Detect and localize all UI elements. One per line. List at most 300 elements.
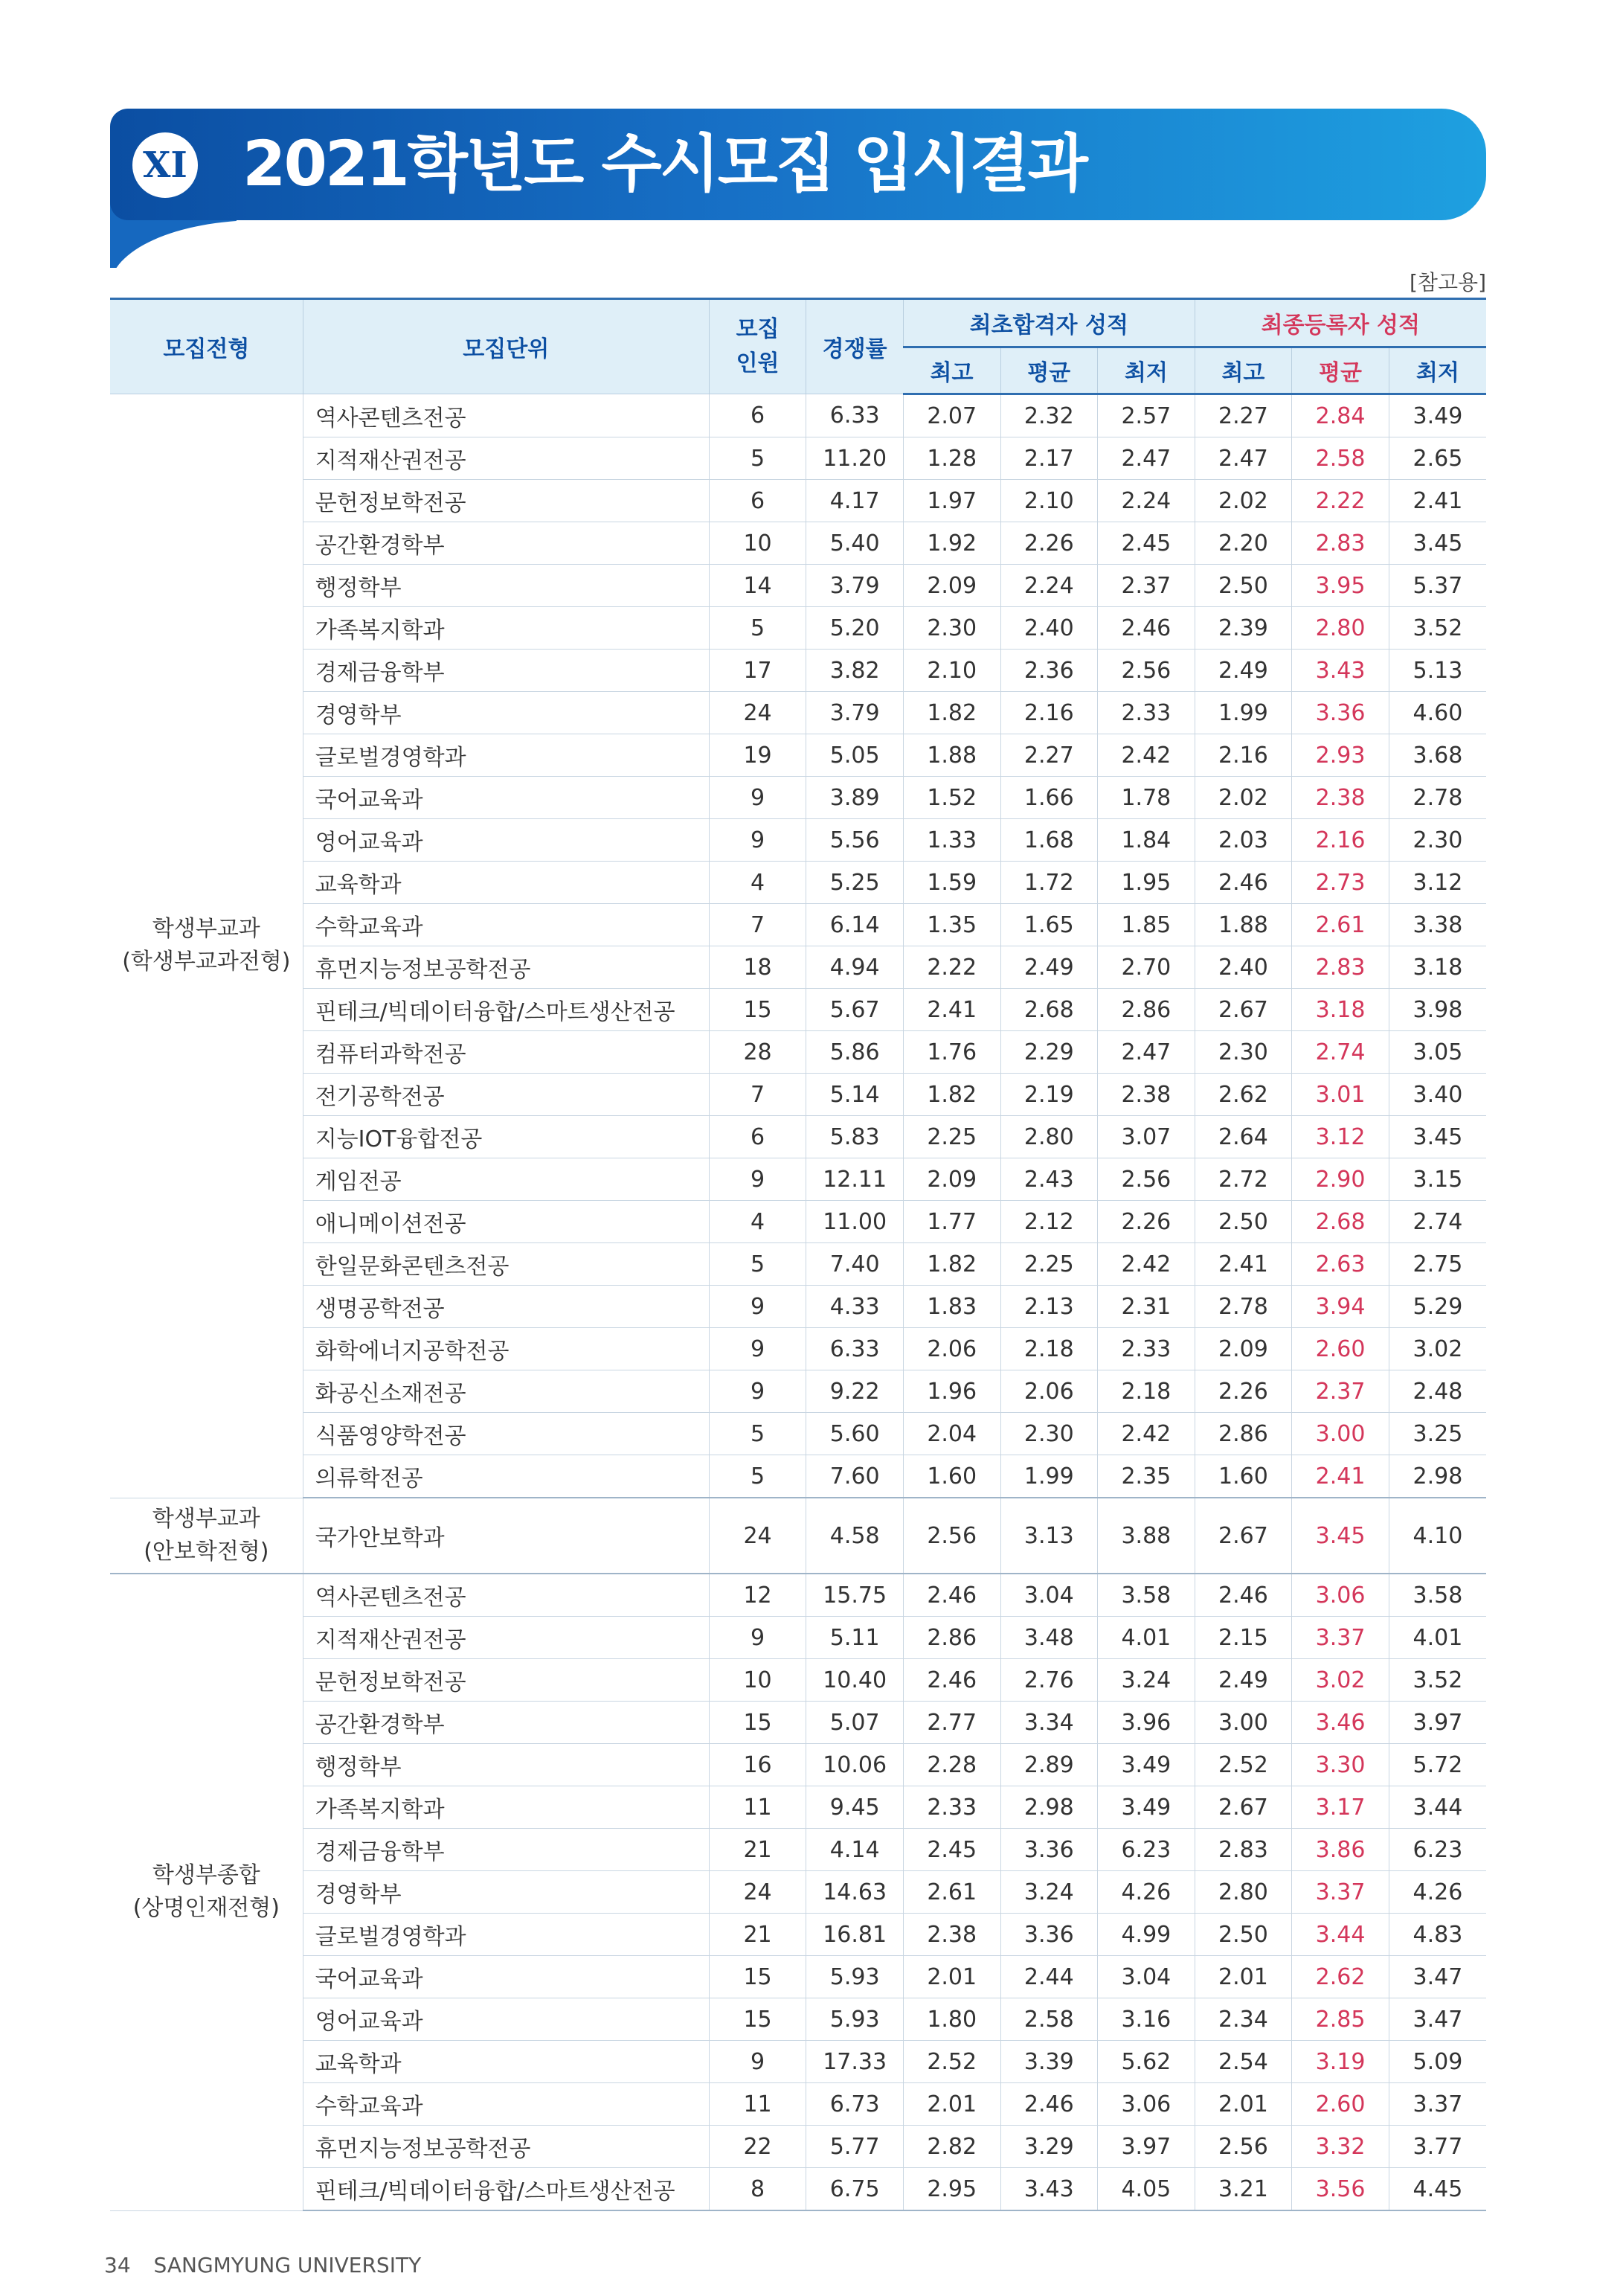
- first-avg-cell: 2.49: [1000, 946, 1098, 989]
- ratio-cell: 6.75: [806, 2168, 904, 2211]
- final-high-cell: 2.34: [1195, 1998, 1292, 2041]
- quota-cell: 5: [709, 1455, 806, 1498]
- table-row: [110, 946, 1486, 989]
- first-avg-cell: 2.27: [1000, 734, 1098, 777]
- first-avg-cell: 2.98: [1000, 1786, 1098, 1829]
- final-low-cell: 3.45: [1389, 522, 1486, 565]
- final-low-cell: 3.97: [1389, 1702, 1486, 1744]
- final-avg-cell: 3.44: [1292, 1914, 1389, 1956]
- ratio-cell: 4.17: [806, 480, 904, 522]
- final-high-header: 최고: [1195, 347, 1292, 394]
- final-low-cell: 3.38: [1389, 904, 1486, 946]
- first-high-cell: 1.82: [903, 1074, 1000, 1116]
- ratio-cell: 4.94: [806, 946, 904, 989]
- quota-cell: 6: [709, 394, 806, 437]
- unit-cell: 행정학부: [303, 565, 709, 607]
- final-high-cell: 2.78: [1195, 1286, 1292, 1328]
- first-avg-cell: 2.12: [1000, 1201, 1098, 1243]
- quota-cell: 22: [709, 2126, 806, 2168]
- first-low-cell: 2.57: [1098, 394, 1195, 437]
- final-avg-cell: 3.00: [1292, 1413, 1389, 1455]
- quota-cell: 15: [709, 989, 806, 1031]
- first-high-cell: 2.10: [903, 650, 1000, 692]
- first-avg-cell: 2.76: [1000, 1659, 1098, 1702]
- first-low-cell: 2.31: [1098, 1286, 1195, 1328]
- final-high-cell: 2.01: [1195, 2083, 1292, 2126]
- final-low-cell: 2.48: [1389, 1370, 1486, 1413]
- final-high-cell: 2.02: [1195, 777, 1292, 819]
- table-row: [110, 819, 1486, 862]
- unit-cell: 핀테크/빅데이터융합/스마트생산전공: [303, 2168, 709, 2211]
- final-avg-cell: 2.62: [1292, 1956, 1389, 1998]
- unit-cell: 가족복지학과: [303, 607, 709, 650]
- final-low-cell: 4.10: [1389, 1498, 1486, 1574]
- final-avg-cell: 2.60: [1292, 1328, 1389, 1370]
- final-high-cell: 2.46: [1195, 862, 1292, 904]
- first-low-cell: 4.26: [1098, 1871, 1195, 1914]
- final-avg-cell: 3.12: [1292, 1116, 1389, 1158]
- unit-cell: 의류학전공: [303, 1455, 709, 1498]
- first-avg-cell: 2.68: [1000, 989, 1098, 1031]
- final-avg-cell: 3.06: [1292, 1574, 1389, 1617]
- first-low-cell: 3.49: [1098, 1744, 1195, 1786]
- unit-cell: 생명공학전공: [303, 1286, 709, 1328]
- first-high-cell: 2.45: [903, 1829, 1000, 1871]
- unit-cell: 한일문화콘텐츠전공: [303, 1243, 709, 1286]
- page-title: 2021학년도 수시모집 입시결과: [242, 127, 1086, 200]
- final-high-cell: 2.01: [1195, 1956, 1292, 1998]
- final-low-cell: 2.30: [1389, 819, 1486, 862]
- unit-cell: 역사콘텐츠전공: [303, 394, 709, 437]
- admission-type-subname: (상명인재전형): [132, 1895, 280, 1922]
- ratio-cell: 15.75: [806, 1574, 904, 1617]
- ratio-cell: 5.05: [806, 734, 904, 777]
- group-final-header: 최종등록자 성적: [1195, 299, 1486, 347]
- quota-cell: 9: [709, 777, 806, 819]
- final-avg-cell: 2.90: [1292, 1158, 1389, 1201]
- first-high-cell: 1.28: [903, 437, 1000, 480]
- first-high-cell: 1.33: [903, 819, 1000, 862]
- ratio-cell: 6.33: [806, 394, 904, 437]
- final-low-cell: 3.77: [1389, 2126, 1486, 2168]
- table-row: [110, 1829, 1486, 1871]
- final-low-cell: 4.26: [1389, 1871, 1486, 1914]
- table-row: [110, 2168, 1486, 2211]
- final-low-cell: 3.98: [1389, 989, 1486, 1031]
- final-avg-cell: 3.30: [1292, 1744, 1389, 1786]
- ratio-cell: 10.40: [806, 1659, 904, 1702]
- table-row: [110, 437, 1486, 480]
- quota-cell: 24: [709, 1871, 806, 1914]
- final-high-cell: 2.52: [1195, 1744, 1292, 1786]
- final-low-cell: 2.65: [1389, 437, 1486, 480]
- final-avg-cell: 3.56: [1292, 2168, 1389, 2211]
- first-high-cell: 2.82: [903, 2126, 1000, 2168]
- final-low-cell: 3.68: [1389, 734, 1486, 777]
- table-row: [110, 1744, 1486, 1786]
- first-avg-cell: 2.89: [1000, 1744, 1098, 1786]
- quota-cell: 10: [709, 522, 806, 565]
- table-row: [110, 904, 1486, 946]
- first-low-cell: 2.45: [1098, 522, 1195, 565]
- final-low-cell: 3.15: [1389, 1158, 1486, 1201]
- unit-cell: 글로벌경영학과: [303, 1914, 709, 1956]
- first-high-cell: 2.33: [903, 1786, 1000, 1829]
- first-low-cell: 2.42: [1098, 1413, 1195, 1455]
- quota-cell: 5: [709, 1243, 806, 1286]
- unit-cell: 지적재산권전공: [303, 1617, 709, 1659]
- quota-cell: 5: [709, 607, 806, 650]
- table-row: [110, 2083, 1486, 2126]
- first-low-cell: 2.35: [1098, 1455, 1195, 1498]
- quota-cell: 10: [709, 1659, 806, 1702]
- quota-cell: 12: [709, 1574, 806, 1617]
- table-row: [110, 1328, 1486, 1370]
- final-low-cell: 2.78: [1389, 777, 1486, 819]
- table-row: [110, 565, 1486, 607]
- first-avg-cell: 3.39: [1000, 2041, 1098, 2083]
- ratio-cell: 14.63: [806, 1871, 904, 1914]
- first-high-cell: 2.46: [903, 1659, 1000, 1702]
- final-avg-cell: 3.19: [1292, 2041, 1389, 2083]
- final-low-cell: 2.75: [1389, 1243, 1486, 1286]
- final-low-cell: 3.25: [1389, 1413, 1486, 1455]
- final-low-cell: 6.23: [1389, 1829, 1486, 1871]
- first-high-cell: 2.41: [903, 989, 1000, 1031]
- unit-cell: 게임전공: [303, 1158, 709, 1201]
- quota-cell: 7: [709, 1074, 806, 1116]
- col-unit-header: 모집단위: [303, 299, 709, 394]
- final-low-cell: 3.12: [1389, 862, 1486, 904]
- first-high-cell: 2.61: [903, 1871, 1000, 1914]
- final-high-cell: 2.27: [1195, 394, 1292, 437]
- final-high-cell: 3.21: [1195, 2168, 1292, 2211]
- unit-cell: 국어교육과: [303, 1956, 709, 1998]
- quota-cell: 9: [709, 1286, 806, 1328]
- unit-cell: 국어교육과: [303, 777, 709, 819]
- final-high-cell: 2.16: [1195, 734, 1292, 777]
- first-high-cell: 1.60: [903, 1455, 1000, 1498]
- table-body: [110, 394, 1486, 2211]
- first-low-cell: 1.95: [1098, 862, 1195, 904]
- final-low-cell: 3.58: [1389, 1574, 1486, 1617]
- final-low-cell: 4.01: [1389, 1617, 1486, 1659]
- final-low-cell: 4.45: [1389, 2168, 1486, 2211]
- unit-cell: 가족복지학과: [303, 1786, 709, 1829]
- first-avg-cell: 3.29: [1000, 2126, 1098, 2168]
- final-high-cell: 2.50: [1195, 565, 1292, 607]
- final-low-cell: 3.37: [1389, 2083, 1486, 2126]
- ratio-cell: 9.22: [806, 1370, 904, 1413]
- ratio-cell: 3.79: [806, 565, 904, 607]
- unit-cell: 교육학과: [303, 862, 709, 904]
- page-number: 34: [104, 2253, 131, 2277]
- first-avg-cell: 1.65: [1000, 904, 1098, 946]
- quota-cell: 9: [709, 2041, 806, 2083]
- table-row: [110, 734, 1486, 777]
- final-high-cell: 2.02: [1195, 480, 1292, 522]
- final-avg-cell: 2.16: [1292, 819, 1389, 862]
- final-avg-cell: 3.32: [1292, 2126, 1389, 2168]
- first-high-cell: 2.04: [903, 1413, 1000, 1455]
- first-high-cell: 2.01: [903, 2083, 1000, 2126]
- first-low-cell: 3.04: [1098, 1956, 1195, 1998]
- unit-cell: 컴퓨터과학전공: [303, 1031, 709, 1074]
- first-low-cell: 2.46: [1098, 607, 1195, 650]
- first-low-cell: 3.88: [1098, 1498, 1195, 1574]
- first-low-cell: 5.62: [1098, 2041, 1195, 2083]
- first-high-cell: 2.25: [903, 1116, 1000, 1158]
- quota-cell: 6: [709, 1116, 806, 1158]
- unit-cell: 애니메이션전공: [303, 1201, 709, 1243]
- first-avg-cell: 2.06: [1000, 1370, 1098, 1413]
- ratio-cell: 5.67: [806, 989, 904, 1031]
- final-avg-cell: 2.93: [1292, 734, 1389, 777]
- first-low-cell: 1.78: [1098, 777, 1195, 819]
- final-avg-cell: 2.84: [1292, 394, 1389, 437]
- table-row: [110, 607, 1486, 650]
- first-low-cell: 3.24: [1098, 1659, 1195, 1702]
- unit-cell: 글로벌경영학과: [303, 734, 709, 777]
- col-quota-label: 모집 인원: [736, 316, 780, 376]
- final-low-cell: 3.52: [1389, 1659, 1486, 1702]
- table-row: [110, 394, 1486, 437]
- first-high-cell: 2.95: [903, 2168, 1000, 2211]
- admission-type-name: 학생부교과: [152, 916, 260, 943]
- first-low-cell: 3.49: [1098, 1786, 1195, 1829]
- ratio-cell: 4.14: [806, 1829, 904, 1871]
- first-avg-cell: 2.32: [1000, 394, 1098, 437]
- first-avg-cell: 2.25: [1000, 1243, 1098, 1286]
- ratio-cell: 5.83: [806, 1116, 904, 1158]
- first-avg-cell: 2.19: [1000, 1074, 1098, 1116]
- unit-cell: 핀테크/빅데이터융합/스마트생산전공: [303, 989, 709, 1031]
- first-high-cell: 2.01: [903, 1956, 1000, 1998]
- first-avg-cell: 2.30: [1000, 1413, 1098, 1455]
- ratio-cell: 3.82: [806, 650, 904, 692]
- first-low-cell: 2.56: [1098, 650, 1195, 692]
- final-avg-cell: 2.22: [1292, 480, 1389, 522]
- quota-cell: 7: [709, 904, 806, 946]
- final-high-cell: 2.49: [1195, 650, 1292, 692]
- first-avg-cell: 2.13: [1000, 1286, 1098, 1328]
- ratio-cell: 5.25: [806, 862, 904, 904]
- first-avg-cell: 3.36: [1000, 1914, 1098, 1956]
- unit-cell: 화학에너지공학전공: [303, 1328, 709, 1370]
- ratio-cell: 5.60: [806, 1413, 904, 1455]
- final-low-cell: 3.49: [1389, 394, 1486, 437]
- final-high-cell: 1.88: [1195, 904, 1292, 946]
- first-avg-cell: 2.46: [1000, 2083, 1098, 2126]
- first-avg-cell: 2.29: [1000, 1031, 1098, 1074]
- final-high-cell: 1.60: [1195, 1455, 1292, 1498]
- table-row: [110, 1074, 1486, 1116]
- unit-cell: 공간환경학부: [303, 1702, 709, 1744]
- final-low-cell: 2.41: [1389, 480, 1486, 522]
- final-high-cell: 2.26: [1195, 1370, 1292, 1413]
- first-low-cell: 4.05: [1098, 2168, 1195, 2211]
- chapter-badge: XI: [132, 132, 198, 198]
- ratio-cell: 5.11: [806, 1617, 904, 1659]
- quota-cell: 11: [709, 2083, 806, 2126]
- first-low-cell: 3.16: [1098, 1998, 1195, 2041]
- unit-cell: 영어교육과: [303, 1998, 709, 2041]
- quota-cell: 6: [709, 480, 806, 522]
- final-low-cell: 2.74: [1389, 1201, 1486, 1243]
- quota-cell: 21: [709, 1914, 806, 1956]
- quota-cell: 11: [709, 1786, 806, 1829]
- first-low-cell: 3.07: [1098, 1116, 1195, 1158]
- admission-results-table: [110, 298, 1486, 2211]
- final-avg-cell: 2.80: [1292, 607, 1389, 650]
- final-low-cell: 4.60: [1389, 692, 1486, 734]
- final-avg-cell: 2.83: [1292, 946, 1389, 989]
- first-avg-cell: 3.48: [1000, 1617, 1098, 1659]
- table-row: [110, 1116, 1486, 1158]
- ratio-cell: 3.79: [806, 692, 904, 734]
- table-row: [110, 1243, 1486, 1286]
- first-low-cell: 2.56: [1098, 1158, 1195, 1201]
- quota-cell: 24: [709, 1498, 806, 1574]
- first-low-cell: 4.99: [1098, 1914, 1195, 1956]
- final-low-cell: 3.05: [1389, 1031, 1486, 1074]
- unit-cell: 공간환경학부: [303, 522, 709, 565]
- unit-cell: 영어교육과: [303, 819, 709, 862]
- final-avg-cell: 2.73: [1292, 862, 1389, 904]
- table-row: [110, 692, 1486, 734]
- ratio-cell: 5.93: [806, 1956, 904, 1998]
- first-avg-cell: 2.58: [1000, 1998, 1098, 2041]
- ratio-cell: 12.11: [806, 1158, 904, 1201]
- final-avg-cell: 2.68: [1292, 1201, 1389, 1243]
- final-low-cell: 3.18: [1389, 946, 1486, 989]
- final-high-cell: 2.67: [1195, 1498, 1292, 1574]
- final-high-cell: 1.99: [1195, 692, 1292, 734]
- first-avg-cell: 2.36: [1000, 650, 1098, 692]
- ratio-cell: 3.89: [806, 777, 904, 819]
- first-low-cell: 3.06: [1098, 2083, 1195, 2126]
- unit-cell: 식품영양학전공: [303, 1413, 709, 1455]
- first-avg-cell: 2.16: [1000, 692, 1098, 734]
- first-avg-cell: 2.17: [1000, 437, 1098, 480]
- final-avg-cell: 2.60: [1292, 2083, 1389, 2126]
- final-avg-cell: 2.58: [1292, 437, 1389, 480]
- final-high-cell: 2.54: [1195, 2041, 1292, 2083]
- first-low-cell: 2.70: [1098, 946, 1195, 989]
- final-avg-cell: 2.37: [1292, 1370, 1389, 1413]
- first-high-cell: 2.56: [903, 1498, 1000, 1574]
- final-high-cell: 2.67: [1195, 1786, 1292, 1829]
- first-high-cell: 2.09: [903, 565, 1000, 607]
- final-high-cell: 2.46: [1195, 1574, 1292, 1617]
- final-avg-cell: 2.74: [1292, 1031, 1389, 1074]
- first-high-cell: 2.52: [903, 2041, 1000, 2083]
- first-high-cell: 2.06: [903, 1328, 1000, 1370]
- unit-cell: 휴먼지능정보공학전공: [303, 946, 709, 989]
- final-avg-cell: 3.43: [1292, 650, 1389, 692]
- final-high-cell: 2.67: [1195, 989, 1292, 1031]
- first-low-cell: 1.84: [1098, 819, 1195, 862]
- first-low-cell: 2.86: [1098, 989, 1195, 1031]
- ratio-cell: 6.14: [806, 904, 904, 946]
- first-avg-cell: 2.10: [1000, 480, 1098, 522]
- first-avg-cell: 2.43: [1000, 1158, 1098, 1201]
- final-avg-cell: 3.02: [1292, 1659, 1389, 1702]
- ratio-cell: 7.40: [806, 1243, 904, 1286]
- final-low-cell: 3.44: [1389, 1786, 1486, 1829]
- first-high-cell: 1.80: [903, 1998, 1000, 2041]
- quota-cell: 24: [709, 692, 806, 734]
- final-low-header: 최저: [1389, 347, 1486, 394]
- first-high-cell: 1.88: [903, 734, 1000, 777]
- first-avg-cell: 3.36: [1000, 1829, 1098, 1871]
- unit-cell: 문헌정보학전공: [303, 1659, 709, 1702]
- first-high-cell: 1.52: [903, 777, 1000, 819]
- quota-cell: 19: [709, 734, 806, 777]
- final-high-cell: 2.03: [1195, 819, 1292, 862]
- final-high-cell: 2.09: [1195, 1328, 1292, 1370]
- table-row: [110, 1574, 1486, 1617]
- unit-cell: 교육학과: [303, 2041, 709, 2083]
- table-row: [110, 1998, 1486, 2041]
- first-low-cell: 6.23: [1098, 1829, 1195, 1871]
- final-low-cell: 3.40: [1389, 1074, 1486, 1116]
- final-avg-cell: 2.85: [1292, 1998, 1389, 2041]
- col-quota-header: [709, 299, 806, 394]
- quota-cell: 15: [709, 1998, 806, 2041]
- unit-cell: 지능IOT융합전공: [303, 1116, 709, 1158]
- admission-type-subname: (안보학전형): [144, 1538, 269, 1565]
- first-high-cell: 2.22: [903, 946, 1000, 989]
- first-avg-header: 평균: [1000, 347, 1098, 394]
- unit-cell: 휴먼지능정보공학전공: [303, 2126, 709, 2168]
- first-avg-cell: 1.72: [1000, 862, 1098, 904]
- quota-cell: 9: [709, 1158, 806, 1201]
- table-row: [110, 989, 1486, 1031]
- first-low-cell: 2.18: [1098, 1370, 1195, 1413]
- first-low-cell: 2.26: [1098, 1201, 1195, 1243]
- ratio-cell: 5.77: [806, 2126, 904, 2168]
- first-low-cell: 2.42: [1098, 1243, 1195, 1286]
- first-avg-cell: 2.44: [1000, 1956, 1098, 1998]
- final-avg-cell: 2.41: [1292, 1455, 1389, 1498]
- quota-cell: 4: [709, 862, 806, 904]
- first-low-cell: 3.96: [1098, 1702, 1195, 1744]
- first-high-cell: 1.82: [903, 1243, 1000, 1286]
- table-row: [110, 777, 1486, 819]
- quota-cell: 5: [709, 437, 806, 480]
- first-low-cell: 1.85: [1098, 904, 1195, 946]
- final-low-cell: 4.83: [1389, 1914, 1486, 1956]
- final-avg-cell: 3.86: [1292, 1829, 1389, 1871]
- final-avg-cell: 3.01: [1292, 1074, 1389, 1116]
- table-row: [110, 1031, 1486, 1074]
- final-avg-cell: 3.36: [1292, 692, 1389, 734]
- ratio-cell: 5.40: [806, 522, 904, 565]
- final-avg-cell: 3.95: [1292, 565, 1389, 607]
- unit-cell: 경영학부: [303, 692, 709, 734]
- first-high-cell: 2.38: [903, 1914, 1000, 1956]
- admission-type-cell: [110, 1574, 303, 2210]
- final-high-cell: 2.20: [1195, 522, 1292, 565]
- quota-cell: 15: [709, 1956, 806, 1998]
- final-low-cell: 5.29: [1389, 1286, 1486, 1328]
- university-name: SANGMYUNG UNIVERSITY: [153, 2253, 422, 2277]
- final-low-cell: 3.02: [1389, 1328, 1486, 1370]
- table-row: [110, 650, 1486, 692]
- col-type-header: 모집전형: [110, 299, 303, 394]
- quota-cell: 9: [709, 1328, 806, 1370]
